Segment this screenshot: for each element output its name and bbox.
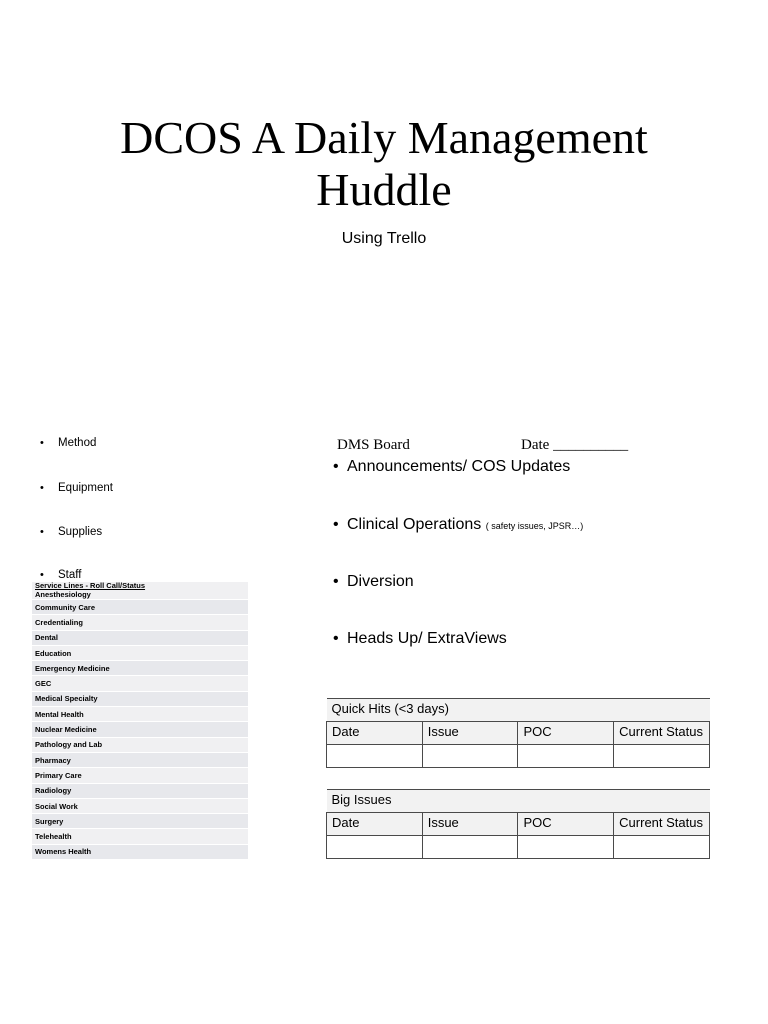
bullet-method: • Method xyxy=(40,437,96,449)
service-line-row xyxy=(32,582,248,600)
service-line-row xyxy=(32,691,248,706)
quick-hits-table xyxy=(326,698,710,768)
service-line-label: Community Care xyxy=(35,602,96,612)
quick-hits-caption: Quick Hits (<3 days) xyxy=(327,699,710,722)
service-line-label: GEC xyxy=(35,679,52,689)
service-line-label: Pathology and Lab xyxy=(35,740,103,750)
service-line-label: Nuclear Medicine xyxy=(35,725,97,735)
column-header: Current Status xyxy=(614,722,710,745)
agenda-note: ( safety issues, JPSR…) xyxy=(485,521,584,531)
service-line-row xyxy=(32,676,248,691)
empty-cell[interactable] xyxy=(327,836,423,859)
service-line-label: Pharmacy xyxy=(35,755,71,765)
service-line-label: Primary Care xyxy=(35,770,82,780)
empty-cell[interactable] xyxy=(327,745,423,768)
service-line-row xyxy=(32,737,248,752)
page-title: DCOS A Daily Management Huddle xyxy=(120,112,648,215)
service-line-row xyxy=(32,752,248,767)
subtitle: Using Trello xyxy=(341,230,427,247)
service-line-row xyxy=(32,783,248,798)
service-line-label: Anesthesiology xyxy=(35,590,91,599)
service-line-label: Education xyxy=(35,648,72,658)
bullet-staff: • Staff xyxy=(40,569,81,581)
date-label: Date __________ xyxy=(521,437,629,453)
service-line-label: Dental xyxy=(35,633,58,643)
service-line-row xyxy=(32,645,248,660)
agenda-item-clinical-operations: • Clinical Operations ( safety issues, JPSR…) xyxy=(333,516,583,534)
bullet-supplies: • Supplies xyxy=(40,526,102,538)
column-header: Issue xyxy=(422,722,518,745)
column-header: Date xyxy=(327,813,423,836)
column-header: Current Status xyxy=(614,813,710,836)
dms-board-label: DMS Board xyxy=(337,437,410,453)
big-issues-table xyxy=(326,789,710,859)
service-line-row xyxy=(32,707,248,722)
column-header: POC xyxy=(518,722,614,745)
empty-cell[interactable] xyxy=(614,745,710,768)
service-line-label: Emergency Medicine xyxy=(35,663,110,673)
empty-cell[interactable] xyxy=(422,745,518,768)
service-line-row xyxy=(32,722,248,737)
agenda-item-diversion: • Diversion xyxy=(333,573,414,591)
service-line-row xyxy=(32,798,248,813)
empty-cell[interactable] xyxy=(614,836,710,859)
bullet-equipment: • Equipment xyxy=(40,482,113,494)
service-line-row xyxy=(32,600,248,615)
service-line-label: Womens Health xyxy=(35,847,92,857)
service-line-row xyxy=(32,630,248,645)
service-line-label: Social Work xyxy=(35,801,78,811)
column-header: Issue xyxy=(422,813,518,836)
service-line-row xyxy=(32,615,248,630)
service-line-label: Surgery xyxy=(35,816,64,826)
service-line-row xyxy=(32,814,248,829)
service-line-row xyxy=(32,768,248,783)
empty-cell[interactable] xyxy=(518,745,614,768)
column-header: POC xyxy=(518,813,614,836)
column-header: Date xyxy=(327,722,423,745)
service-line-row xyxy=(32,844,248,859)
service-lines-table xyxy=(32,582,248,860)
service-line-row xyxy=(32,661,248,676)
agenda-item-heads-up: • Heads Up/ ExtraViews xyxy=(333,630,507,648)
dms-board-header xyxy=(337,437,697,454)
service-line-label: Mental Health xyxy=(35,709,84,719)
big-issues-caption: Big Issues xyxy=(327,790,710,813)
service-line-row xyxy=(32,829,248,844)
empty-cell[interactable] xyxy=(422,836,518,859)
service-line-label: Medical Specialty xyxy=(35,694,98,704)
agenda-item-announcements: • Announcements/ COS Updates xyxy=(333,458,570,476)
service-lines-header: Service Lines - Roll Call/Status xyxy=(35,581,146,590)
service-line-label: Radiology xyxy=(35,786,72,796)
service-line-label: Credentialing xyxy=(35,617,83,627)
empty-cell[interactable] xyxy=(518,836,614,859)
service-line-label: Telehealth xyxy=(35,832,72,842)
